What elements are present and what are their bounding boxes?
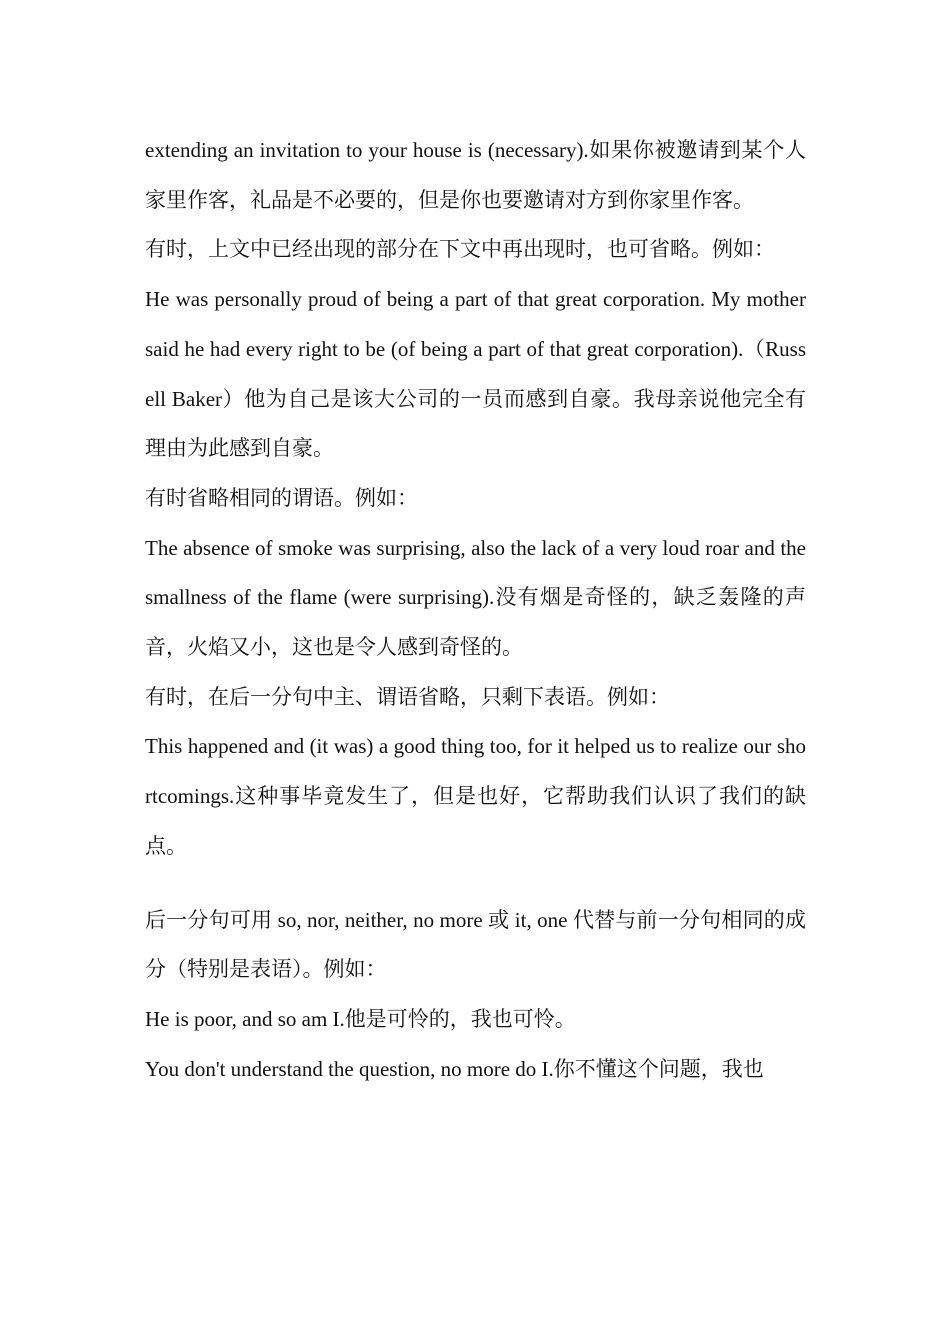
paragraph-poor-example: He is poor, and so am I.他是可怜的，我也可怜。 <box>145 1006 576 1031</box>
paragraph-omission-rule-predicate: 有时省略相同的谓语。例如： <box>145 485 418 510</box>
paragraph-shortcomings-example: This happened and (it was) a good thing too, for it helped us to realize our shortcomings.这种事毕竟发生了，但是也好，它帮助我们认识了我们的缺点。 <box>145 734 806 858</box>
document-body <box>145 126 806 1094</box>
paragraph-omission-rule-subject-verb: 有时，在后一分句中主、谓语省略，只剩下表语。例如： <box>145 684 670 709</box>
paragraph-substitution-rule: 后一分句可用 so, nor, neither, no more 或 it, one 代替与前一分句相同的成分（特别是表语）。例如： <box>145 907 806 982</box>
paragraph-smoke-example: The absence of smoke was surprising, also the lack of a very loud roar and the smallness of the flame (were surprising).没有烟是奇怪的，缺乏轰隆的声音，火焰又小，这也是令人感到奇怪的。 <box>145 535 806 660</box>
paragraph-corporation-example: He was personally proud of being a part of that great corporation. My mother said he had every right to be (of being a part of that great corporation).（Russell Baker）他为自己是该大公司的一员而感到自豪。我母亲说他完全有理由为此感到自豪。 <box>145 287 806 461</box>
paragraph-invitation-example: extending an invitation to your house is (necessary).如果你被邀请到某个人家里作客，礼品是不必要的，但是你也要邀请对方到你家里作客。 <box>145 138 806 212</box>
paragraph-omission-rule-repeated-part: 有时，上文中已经出现的部分在下文中再出现时，也可省略。例如： <box>145 237 775 262</box>
paragraph-question-example: You don't understand the question, no more do I.你不懂这个问题，我也 <box>145 1056 764 1081</box>
